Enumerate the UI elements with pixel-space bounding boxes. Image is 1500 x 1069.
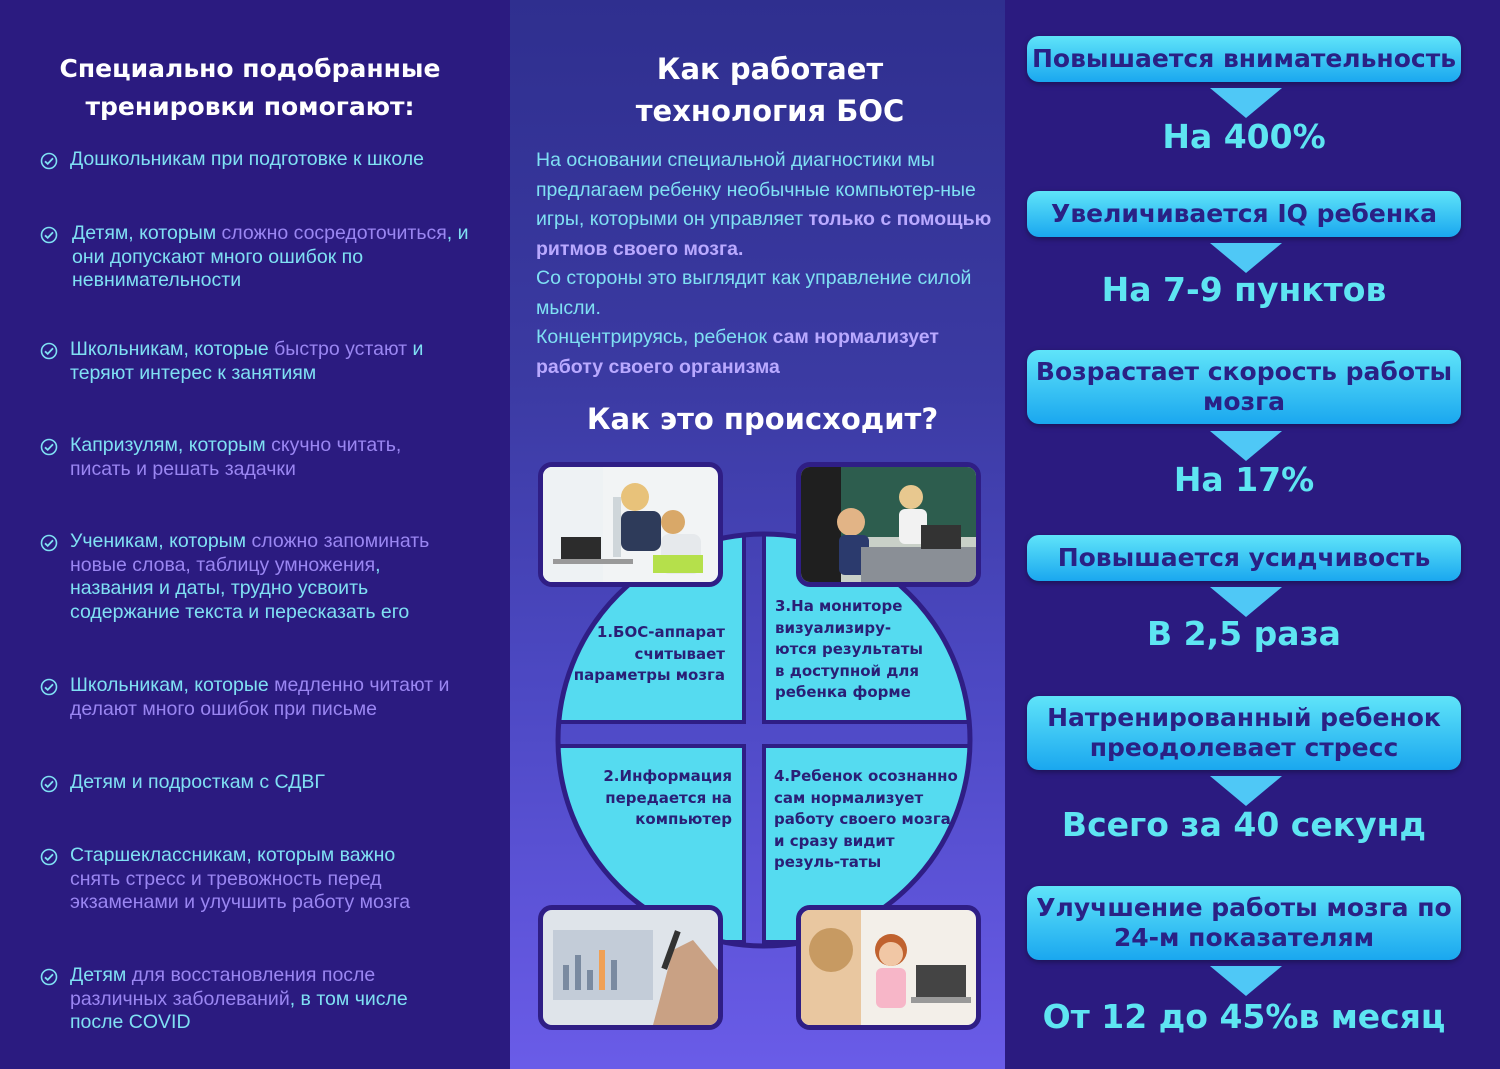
check-circle-icon bbox=[40, 226, 58, 244]
benefit-result: На 400% bbox=[1162, 117, 1326, 156]
check-circle-icon bbox=[40, 534, 58, 552]
check-circle-icon bbox=[40, 678, 58, 696]
benefit-result: На 7-9 пунктов bbox=[1101, 270, 1387, 309]
benefit-result: В 2,5 раза bbox=[1147, 614, 1341, 653]
middle-title: Как работает технология БОС bbox=[635, 52, 905, 128]
step-4-text: 4.Ребенок осознанно сам нормализует работу своего мозга и сразу видит резуль-таты bbox=[774, 767, 958, 871]
check-circle-icon bbox=[40, 152, 58, 170]
benefit-label: Улучшение работы мозга по 24-м показателям bbox=[1027, 886, 1461, 960]
benefit-result: Всего за 40 секунд bbox=[1061, 805, 1427, 844]
process-diagram bbox=[554, 530, 974, 950]
arrow-down-icon bbox=[1210, 431, 1282, 461]
arrow-down-icon bbox=[1210, 88, 1282, 118]
arrow-down-icon bbox=[1210, 966, 1282, 996]
photo-child-results bbox=[796, 905, 981, 1030]
check-circle-icon bbox=[40, 775, 58, 793]
middle-column bbox=[510, 0, 1005, 1069]
benefit-label: Повышается внимательность bbox=[1027, 36, 1461, 82]
photo-monitor-session bbox=[796, 462, 981, 587]
photo-bos-device bbox=[538, 462, 723, 587]
left-title: Специально подобранные тренировки помогают: bbox=[59, 54, 441, 121]
benefit-result: На 17% bbox=[1173, 460, 1315, 499]
benefit-label: Повышается усидчивость bbox=[1027, 535, 1461, 581]
benefit-label: Возрастает скорость работы мозга bbox=[1027, 350, 1461, 424]
check-circle-icon bbox=[40, 342, 58, 360]
benefit-result: От 12 до 45%в месяц bbox=[1042, 997, 1446, 1036]
arrow-down-icon bbox=[1210, 243, 1282, 273]
check-circle-icon bbox=[40, 968, 58, 986]
arrow-down-icon bbox=[1210, 776, 1282, 806]
photo-data-analysis bbox=[538, 905, 723, 1030]
benefit-label: Увеличивается IQ ребенка bbox=[1027, 191, 1461, 237]
process-subtitle: Как это происходит? bbox=[586, 402, 939, 436]
left-column: Специально подобранные тренировки помогают: Дошкольникам при подготовке к школе Детям, которым сложно сосредоточиться, и они допускают много ошибок по невнимательности Школьникам, которые быстро устают и теряют интерес к занятиям Капризулям, которым скучно читать, писать и решать задачки Ученикам, которым сложно запоминать новые слова, таблицу умножения, названия и даты, трудно усвоить содержание текста и пересказать его Школьникам, которые медленно читают и делают много ошибок при письме Детям и подросткам с СДВГ Старшеклассникам, которым важно снять стресс и тревожность перед экзаменами и улучшить работу мозга Детям для восстановления после различных заболеваний, в том числе после COVID bbox=[0, 0, 510, 1069]
check-circle-icon bbox=[40, 848, 58, 866]
arrow-down-icon bbox=[1210, 587, 1282, 617]
step-2-text: 2.Информация передается на компьютер bbox=[603, 767, 732, 828]
step-3-text: 3.На мониторе визуализиру-ются результаты в доступной для ребенка форме bbox=[775, 597, 923, 701]
right-column bbox=[1005, 0, 1500, 1069]
description-paragraph: На основании специальной диагностики мы предлагаем ребенку необычные компьютер-ные игры, которыми он управляет только с помощью ритмов своего мозга. Со стороны это выглядит как управление силой мысли. Концентрируясь, ребенок сам нормализует работу своего организма bbox=[536, 149, 992, 378]
step-1-text: 1.БОС-аппарат считывает параметры мозга bbox=[573, 623, 725, 684]
benefit-label: Натренированный ребенок преодолевает стресс bbox=[1027, 696, 1461, 770]
check-circle-icon bbox=[40, 438, 58, 456]
